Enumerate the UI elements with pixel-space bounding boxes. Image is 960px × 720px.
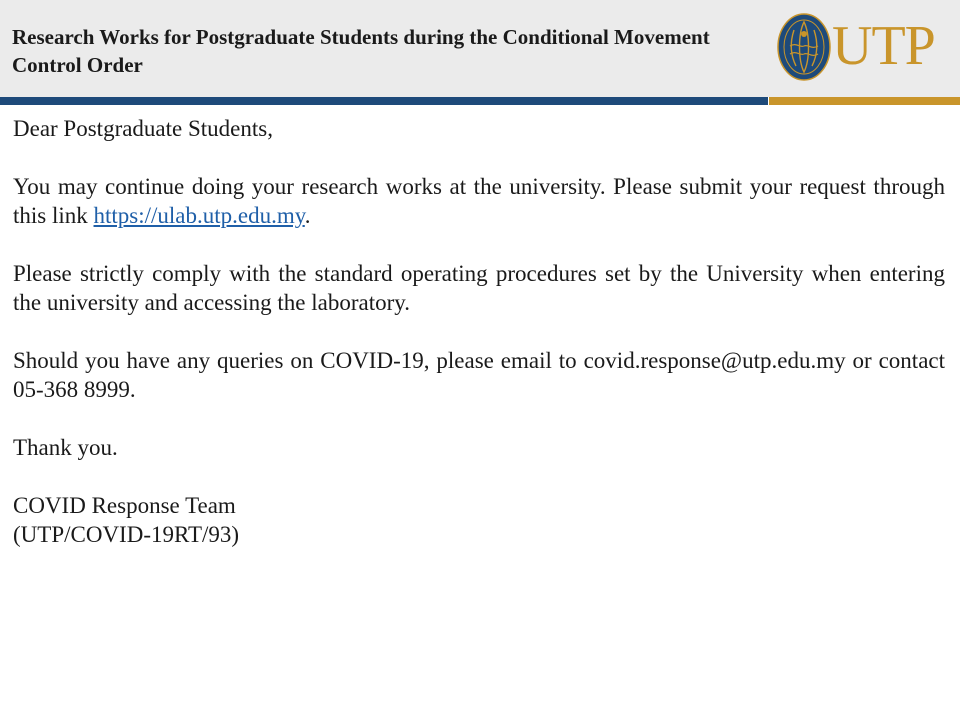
closing: Thank you. — [13, 435, 118, 460]
paragraph-request — [13, 172, 945, 230]
paragraph-sop: Please strictly comply with the standard operating procedures set by the University when entering the university and accessing the laboratory. — [13, 261, 945, 315]
salutation: Dear Postgraduate Students, — [13, 116, 273, 141]
paragraph-request-text: You may continue doing your research works at the university. Please submit your request through this link — [13, 174, 945, 228]
header-bar — [0, 0, 960, 97]
signature-ref: (UTP/COVID-19RT/93) — [13, 522, 240, 547]
utp-logo — [776, 10, 956, 86]
paragraph-contact: Should you have any queries on COVID-19, please email to covid.response@utp.edu.my or contact 05-368 8999. — [13, 348, 945, 402]
logo-text: UTP — [832, 15, 935, 77]
utp-emblem-icon — [776, 12, 832, 82]
message-body — [13, 114, 945, 549]
signature-team: COVID Response Team — [13, 493, 236, 518]
page-title: Research Works for Postgraduate Students during the Conditional Movement Control Order — [12, 25, 710, 77]
divider-gold — [769, 97, 960, 105]
ulab-link[interactable]: https://ulab.utp.edu.my — [93, 203, 305, 228]
divider-blue — [0, 97, 768, 105]
paragraph-request-end: . — [304, 203, 311, 228]
